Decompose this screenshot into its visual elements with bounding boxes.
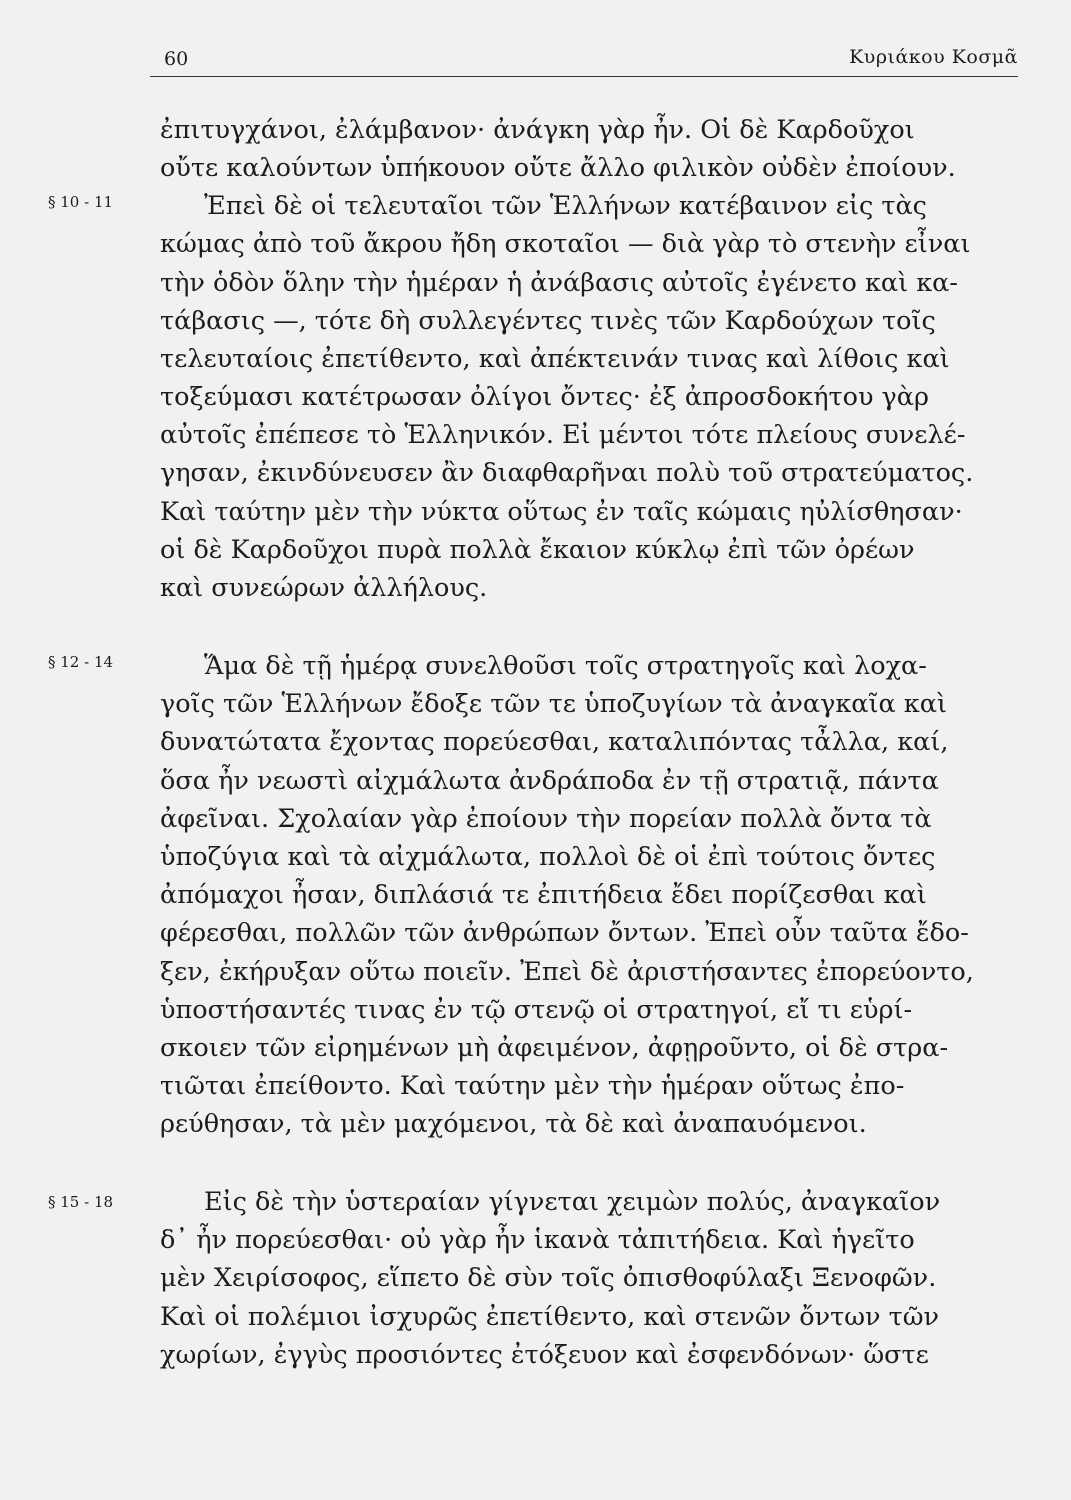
text-line: Καὶ ταύτην μὲν τὴν νύκτα οὕτως ἐν ταῖς κώμαις ηὐλίσθησαν· [160, 497, 963, 527]
section-marker: § 10 - 11 [48, 193, 114, 211]
text-line: γοῖς τῶν Ἑλλήνων ἔδοξε τῶν τε ὑποζυγίων τὰ ἀναγκαῖα καὶ [160, 689, 947, 719]
text-line: γησαν, ἐκινδύνευσεν ἂν διαφθαρῆναι πολὺ τοῦ στρατεύματος. [160, 458, 974, 488]
text-line: αὐτοῖς ἐπέπεσε τὸ Ἑλληνικόν. Εἰ μέντοι τότε πλείους συνελέ- [160, 420, 966, 450]
text-line: χωρίων, ἐγγὺς προσιόντες ἐτόξευον καὶ ἐσφενδόνων· ὥστε [160, 1340, 929, 1370]
text-line: οἱ δὲ Καρδοῦχοι πυρὰ πολλὰ ἔκαιον κύκλῳ ἐπὶ τῶν ὀρέων [160, 535, 915, 565]
running-head: Κυριάκου Κοσμᾶ [849, 46, 1018, 68]
text-line: τελευταίοις ἐπετίθεντο, καὶ ἀπέκτεινάν τινας καὶ λίθοις καὶ [160, 344, 950, 374]
text-line: Ἅμα δὲ τῇ ἡμέρᾳ συνελθοῦσι τοῖς στρατηγοῖς καὶ λοχα- [204, 651, 927, 681]
text-line: ἀφεῖναι. Σχολαίαν γὰρ ἐποίουν τὴν πορείαν πολλὰ ὄντα τὰ [160, 804, 932, 834]
text-line: σκοιεν τῶν εἰρημένων μὴ ἀφειμένον, ἀφῃροῦντο, οἱ δὲ στρα- [160, 1033, 949, 1063]
text-line: τὴν ὁδὸν ὅλην τὴν ἡμέραν ἡ ἀνάβασις αὐτοῖς ἐγένετο καὶ κα- [160, 268, 959, 298]
text-line: ρεύθησαν, τὰ μὲν μαχόμενοι, τὰ δὲ καὶ ἀναπαυόμενοι. [160, 1109, 867, 1139]
section-marker: § 12 - 14 [48, 653, 114, 671]
section-marker: § 15 - 18 [48, 1193, 114, 1211]
text-line: μὲν Χειρίσοφος, εἵπετο δὲ σὺν τοῖς ὀπισθοφύλαξι Ξενοφῶν. [160, 1263, 937, 1293]
text-line: δ᾽ ἦν πορεύεσθαι· οὐ γὰρ ἦν ἱκανὰ τἀπιτήδεια. Καὶ ἡγεῖτο [160, 1225, 915, 1255]
text-line: τοξεύμασι κατέτρωσαν ὀλίγοι ὄντες· ἐξ ἀπροσδοκήτου γὰρ [160, 382, 929, 412]
text-line: οὔτε καλούντων ὑπήκουον οὔτε ἄλλο φιλικὸν οὐδὲν ἐποίουν. [160, 153, 956, 183]
text-line: Εἰς δὲ τὴν ὑστεραίαν γίγνεται χειμὼν πολύς, ἀναγκαῖον [204, 1187, 941, 1217]
text-line: ἀπόμαχοι ἦσαν, διπλάσιά τε ἐπιτήδεια ἔδει πορίζεσθαι καὶ [160, 880, 927, 910]
page-number: 60 [164, 48, 189, 70]
page-header [150, 40, 1018, 77]
text-line: τάβασις —, τότε δὴ συλλεγέντες τινὲς τῶν Καρδούχων τοῖς [160, 306, 936, 336]
text-line: τιῶται ἐπείθοντο. Καὶ ταύτην μὲν τὴν ἡμέραν οὕτως ἐπο- [160, 1071, 905, 1101]
text-line: ἐπιτυγχάνοι, ἐλάμβανον· ἀνάγκη γὰρ ἦν. Οἱ δὲ Καρδοῦχοι [160, 115, 915, 145]
text-line: Ἐπεὶ δὲ οἱ τελευταῖοι τῶν Ἑλλήνων κατέβαινον εἰς τὰς [204, 191, 927, 221]
text-line: καὶ συνεώρων ἀλλήλους. [160, 573, 488, 603]
text-line: ὑποζύγια καὶ τὰ αἰχμάλωτα, πολλοὶ δὲ οἱ ἐπὶ τούτοις ὄντες [160, 842, 936, 872]
text-line: κώμας ἀπὸ τοῦ ἄκρου ἤδη σκοταῖοι — διὰ γὰρ τὸ στενὴν εἶναι [160, 229, 971, 259]
text-line: φέρεσθαι, πολλῶν τῶν ἀνθρώπων ὄντων. Ἐπεὶ οὖν ταῦτα ἔδο- [160, 918, 969, 948]
text-line: δυνατώτατα ἔχοντας πορεύεσθαι, καταλιπόντας τἆλλα, καί, [160, 727, 949, 757]
text-line: ξεν, ἐκήρυξαν οὕτω ποιεῖν. Ἐπεὶ δὲ ἀριστήσαντες ἐπορεύοντο, [160, 957, 974, 987]
text-line: ὅσα ἦν νεωστὶ αἰχμάλωτα ἀνδράποδα ἐν τῇ στρατιᾷ, πάντα [160, 766, 939, 796]
text-line: Καὶ οἱ πολέμιοι ἰσχυρῶς ἐπετίθεντο, καὶ στενῶν ὄντων τῶν [160, 1302, 940, 1332]
text-line: ὑποστήσαντές τινας ἐν τῷ στενῷ οἱ στρατηγοί, εἴ τι εὑρί- [160, 995, 913, 1025]
